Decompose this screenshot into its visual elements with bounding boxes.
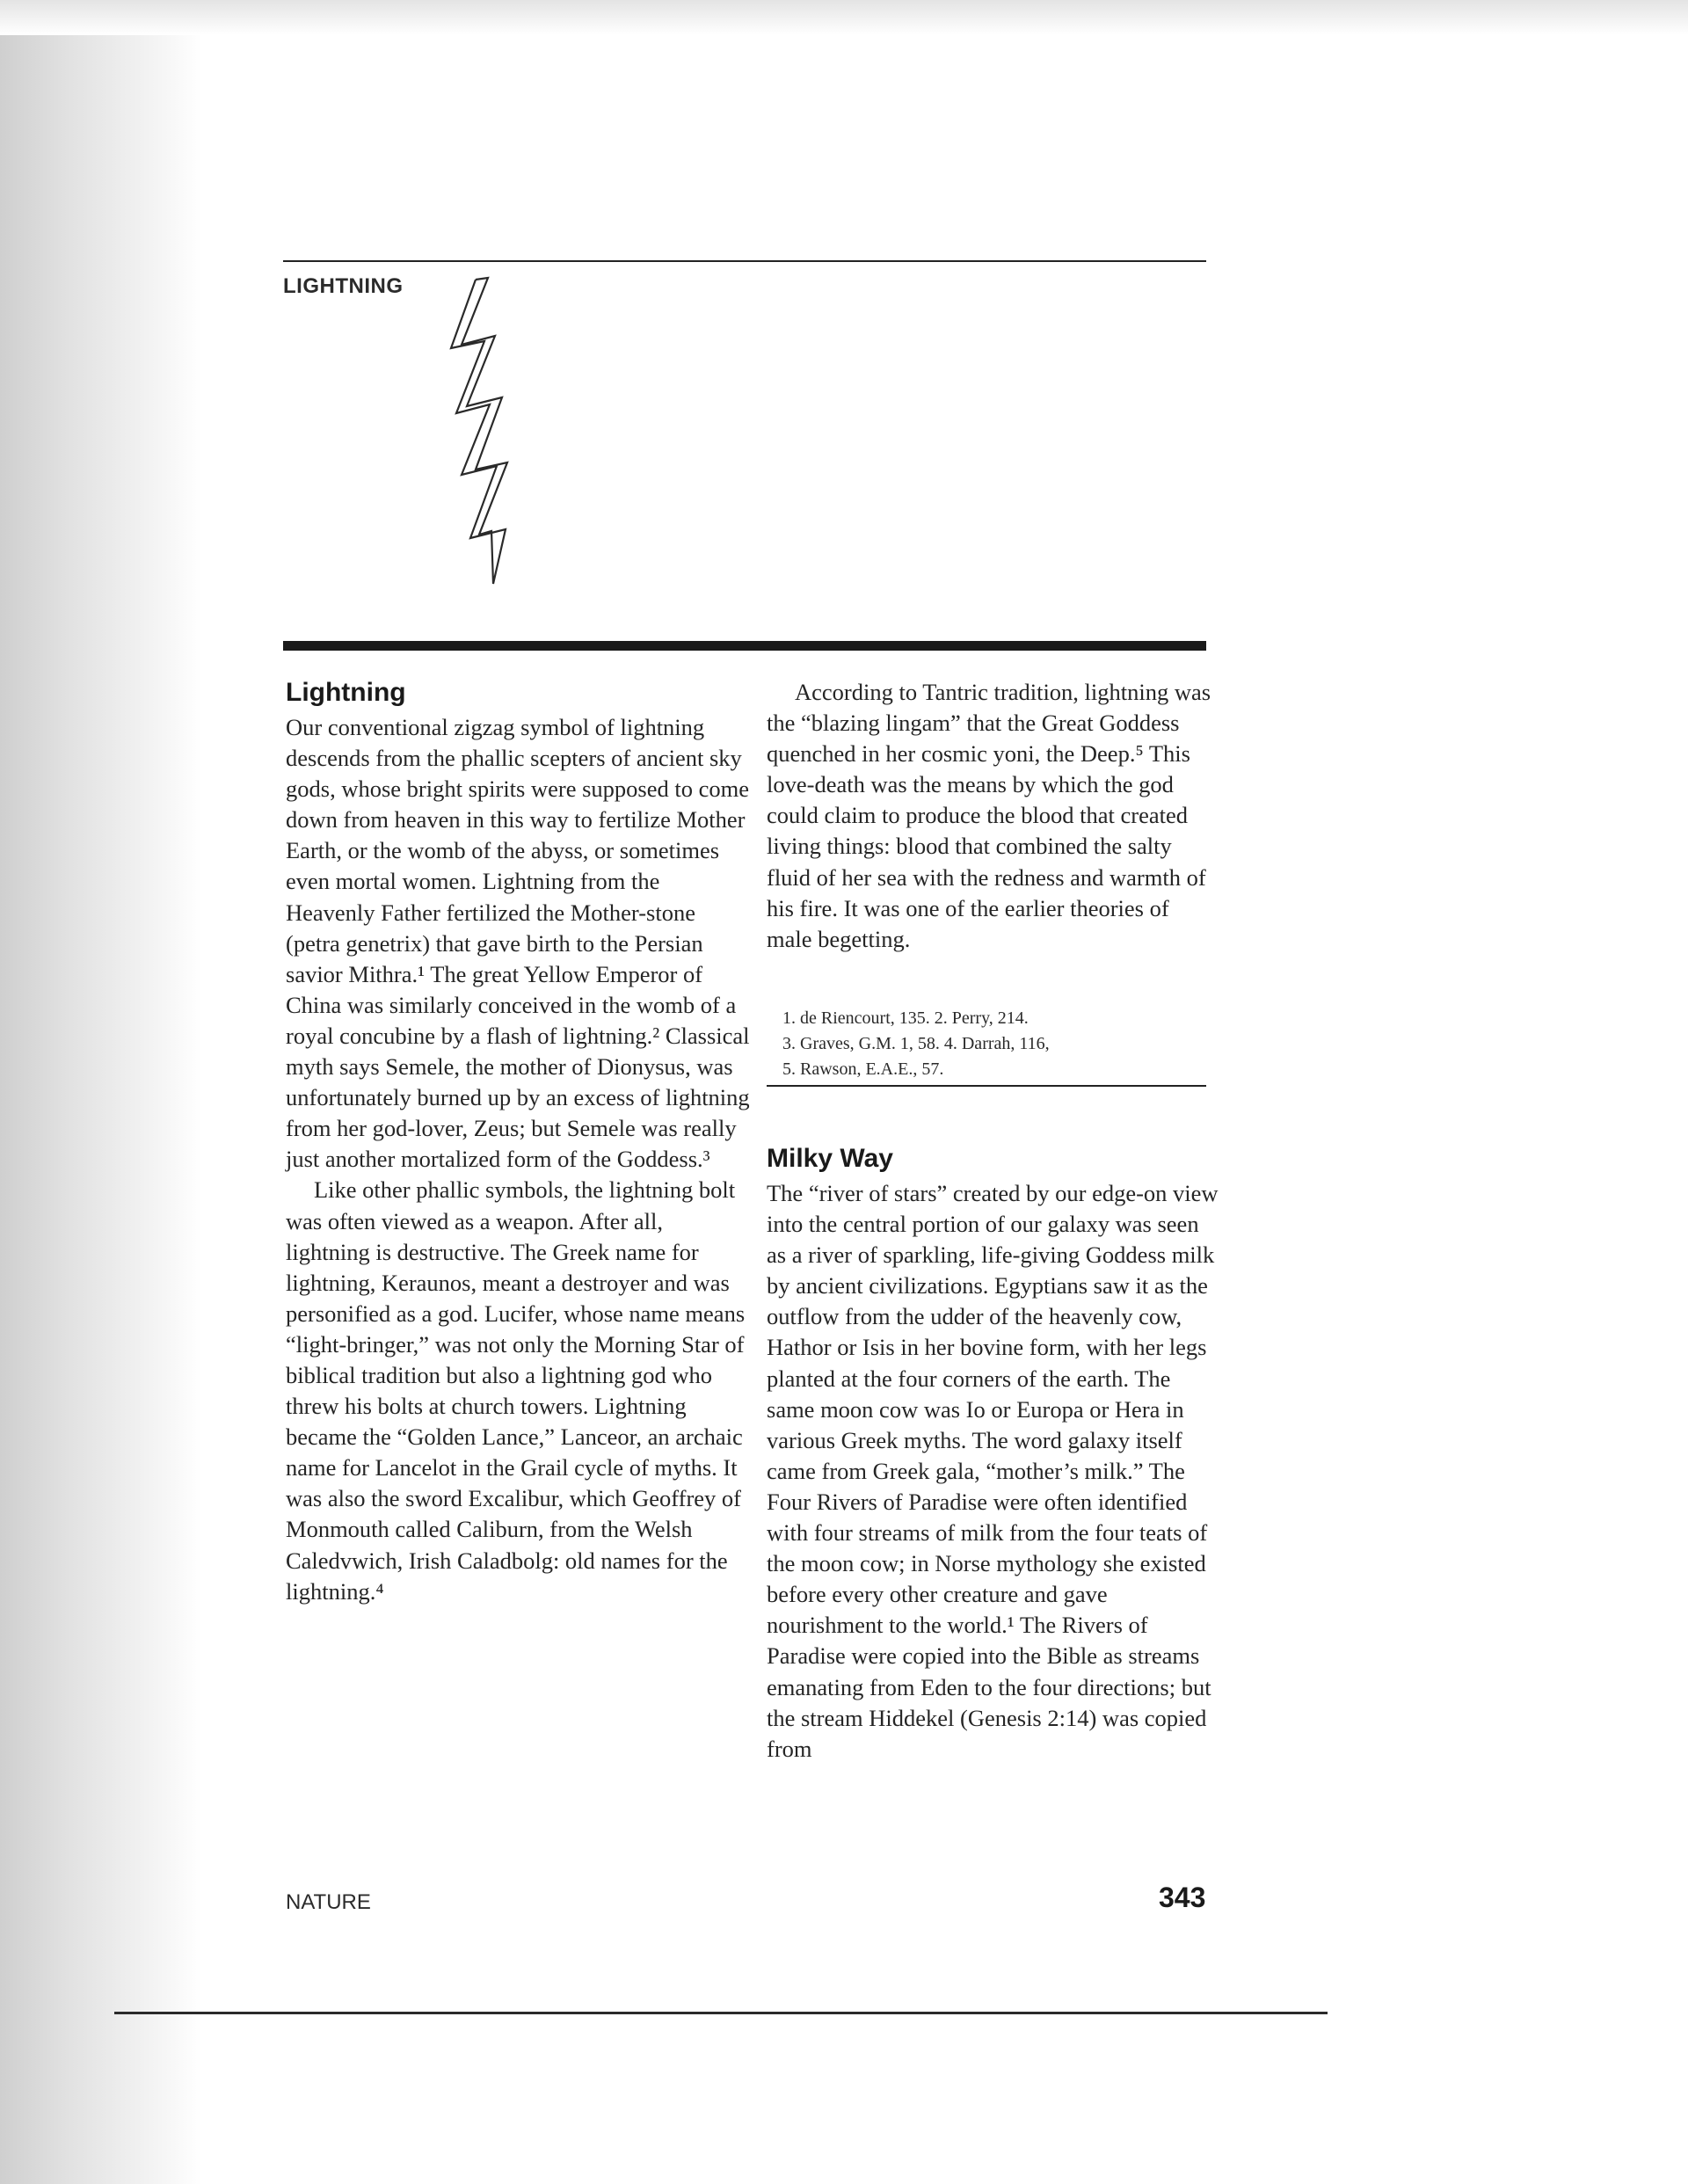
lightning-paragraph-2: Like other phallic symbols, the lightning bolt was often viewed as a weapon. After all, lightning is destructive. The Greek name for lightning, Keraunos, meant a destroyer and was personified as a god. Lucifer, whose name means “light-bringer,” was not only the Morning Star of biblical tradition but also a lightning god who threw his bolts at church towers. Lightning became the “Golden Lance,” Lanceor, an archaic name for Lancelot in the Grail cycle of myths. It was also the sword Excalibur, which Geoffrey of Monmouth called Caliburn, from the Welsh Caledvwich, Irish Caladbolg: old names for the lightning.⁴ [286, 1176, 746, 1605]
lightning-heading: Lightning [286, 678, 406, 707]
right-column-top [767, 677, 1215, 955]
lightning-notes [782, 1006, 1204, 1082]
note-line: 3. Graves, G.M. 1, 58. 4. Darrah, 116, [782, 1034, 1050, 1053]
lightning-bolt-icon [444, 274, 532, 586]
scan-shadow [0, 0, 202, 2184]
scan-top-shadow [0, 0, 1688, 35]
note-line: 5. Rawson, E.A.E., 57. [782, 1059, 944, 1079]
page-edge [114, 2012, 1328, 2014]
footer-section: NATURE [286, 1890, 371, 1914]
lightning-paragraph-3: According to Tantric tradition, lightning was the “blazing lingam” that the Great Goddess quenched in her cosmic yoni, the Deep.⁵ This love-death was the means by which the god could claim to produce the blood that created living things: blood that combined the salty fluid of her sea with the redness and warmth of his fire. It was one of the earlier theories of male begetting. [767, 679, 1211, 952]
left-column [286, 675, 752, 1607]
milky-way-heading: Milky Way [767, 1144, 893, 1173]
notes-rule [767, 1085, 1206, 1087]
page-number: 343 [1159, 1882, 1206, 1913]
running-head: LIGHTNING [283, 274, 404, 298]
lightning-paragraph-1: Our conventional zigzag symbol of lightning descends from the phallic scepters of ancient sky gods, whose bright spirits were supposed to come down from heaven in this way to fertilize Mother Earth, or the womb of the abyss, or sometimes even mortal women. Lightning from the Heavenly Father fertilized the Mother-stone (petra genetrix) that gave birth to the Persian savior Mithra.¹ The great Yellow Emperor of China was similarly conceived in the womb of a royal concubine by a flash of lightning.² Classical myth says Semele, the mother of Dionysus, was unfortunately burned up by an excess of lightning from her god-lover, Zeus; but Semele was really just another mortalized form of the Goddess.³ [286, 714, 750, 1173]
top-rule [283, 260, 1206, 262]
note-line: 1. de Riencourt, 135. 2. Perry, 214. [782, 1008, 1029, 1028]
milky-way-entry [767, 1141, 1219, 1765]
milky-way-paragraph-1: The “river of stars” created by our edge-on view into the central portion of our galaxy was seen as a river of sparkling, life-giving Goddess milk by ancient civilizations. Egyptians saw it as the outflow from the udder of the heavenly cow, Hathor or Isis in her bovine form, with her legs planted at the four corners of the earth. The same moon cow was Io or Europa or Hera in various Greek myths. The word galaxy itself came from Greek gala, “mother’s milk.” The Four Rivers of Paradise were often identified with four streams of milk from the four teats of the moon cow; in Norse mythology she existed before every other creature and gave nourishment to the world.¹ The Rivers of Paradise were copied into the Bible as streams emanating from Eden to the four directions; but the stream Hiddekel (Genesis 2:14) was copied from [767, 1180, 1219, 1762]
section-rule [283, 641, 1206, 651]
